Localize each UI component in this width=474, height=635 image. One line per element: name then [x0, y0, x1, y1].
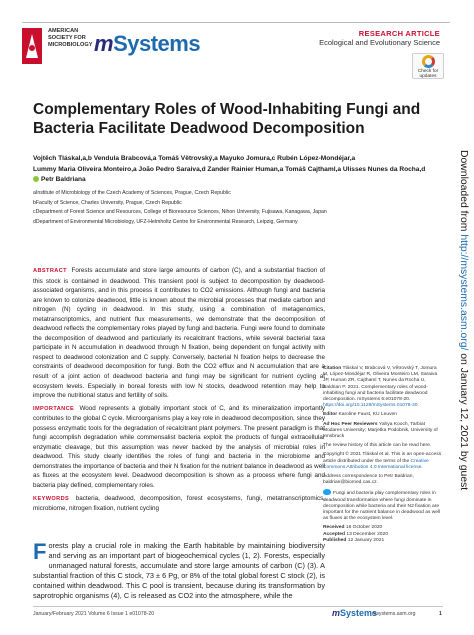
- journal-site-link[interactable]: msystems.asm.org: [372, 611, 416, 617]
- editor-label: Editor: [323, 412, 338, 418]
- published-value: 12 January 2021: [347, 537, 385, 543]
- copyright-text: Copyright © 2021 Tláskal et al. This is an open-access article distributed under the terms of the: [323, 452, 442, 464]
- review-history-note[interactable]: The review history of this article can be read here.: [323, 443, 432, 449]
- download-notice-text: [458, 150, 469, 490]
- affiliation: dDepartment of Environmental Microbiology, UFZ-Helmholtz Centre for Environmental Research, Leipzig, Germany: [33, 218, 298, 225]
- keywords-text: bacteria, deadwood, decomposition, forest ecosystems, fungi, metatranscriptomics, microbiome, nitrogen fixation, nutrient cycling: [33, 494, 326, 513]
- footer-logo-name: Systems: [340, 608, 378, 618]
- author-line: [33, 175, 433, 186]
- download-prefix: Downloaded from: [458, 150, 469, 235]
- affiliation: aInstitute of Microbiology of the Czech Academy of Sciences, Prague, Czech Republic: [33, 190, 231, 196]
- reviewers: [323, 422, 443, 441]
- author-list: [33, 154, 433, 186]
- abstract-section: [33, 266, 325, 514]
- abstract-text: Forests accumulate and store large amounts of carbon (C), and a substantial fraction of this stock is contained in deadwood. This transient pool is subject to decomposition by deadwood-associated organisms, and in this process it contributes to CO2 emissions. Although fungi and bacteria are known to colonize deadwood, little is known about the microbial processes that mediate carbon and nitrogen (N) cycling in deadwood. In this study, using a combination of metagenomics, metatranscriptomics, and nutrient flux measurements, we demonstrate that the decomposition of deadwood reflects the complementary roles played by fungi and bacteria. Fungi were found to dominate the decomposition of deadwood and particularly its recalcitrant fractions, while several bacterial taxa participate in N accumulation in deadwood through N fixation, being dependent on fungal activity with respect to deadwood colonization and C supply. Conversely, bacterial N fixation helps to decrease the constraints of deadwood decomposition for fungi. Both the CO2 efflux and N accumulation that are a result of a joint action of deadwood bacteria and fungi may be significant for nutrient cycling at ecosystem levels. Especially in boreal forests with low N stocks, deadwood retention may help to improve the nutritional status and fertility of soils.: [33, 267, 325, 400]
- society-line: SOCIETY FOR: [48, 35, 86, 41]
- author-line: Lummy Maria Oliveira Monteiro,a João Pedro Saraiva,d Zander Rainier Human,a Tomáš Cajthaml,a Ulisses Nunes da Rocha,d: [33, 165, 426, 173]
- twitter-icon[interactable]: [323, 489, 331, 495]
- accepted-value: 13 December 2020: [346, 531, 388, 537]
- editor: [323, 412, 443, 418]
- editor-name: Karoline Faust, KU Leuven: [338, 412, 397, 418]
- issue-info: January/February 2021 Volume 6 Issue 1 e01078-20: [33, 611, 155, 617]
- journal-logo-prefix: m: [94, 31, 114, 56]
- article-sidebar: [323, 366, 443, 544]
- journal-logo-name: Systems: [113, 31, 201, 56]
- article-title: Complementary Roles of Wood-Inhabiting Fungi and Bacteria Facilitate Deadwood Decomposition: [33, 101, 421, 137]
- society-line: AMERICAN: [48, 28, 79, 34]
- author-line: Vojtěch Tláskal,a,b Vendula Brabcová,a Tomáš Větrovský,a Mayuko Jomura,c Rubén López-Mondéjar,a: [33, 155, 356, 162]
- keywords-label: KEYWORDS: [33, 495, 70, 502]
- received-value: 16 October 2020: [345, 525, 383, 531]
- affiliation: bFaculty of Science, Charles University, Prague, Czech Republic: [33, 199, 182, 206]
- published-label: Published: [323, 537, 347, 543]
- article-section: Ecological and Evolutionary Science: [319, 38, 440, 47]
- journal-logo[interactable]: [94, 31, 200, 57]
- copyright: [323, 452, 443, 471]
- header-rule: [22, 22, 450, 23]
- footer-logo-prefix: m: [332, 608, 341, 618]
- crossmark-icon: [422, 55, 435, 68]
- correspondence: [323, 474, 443, 486]
- drop-cap: F: [33, 539, 47, 564]
- download-url-link[interactable]: http://msystems.asm.org/: [458, 234, 469, 351]
- body-paragraph: [33, 541, 325, 601]
- download-suffix: on January 12, 2021 by guest: [458, 350, 469, 491]
- affiliation-list: [33, 189, 413, 227]
- affiliation: cDepartment of Forest Science and Resources, College of Bioresource Sciences, Nihon University, Fujisawa, Kanagawa, Japan: [33, 209, 327, 216]
- keywords: [33, 494, 325, 514]
- reviewers-names: Yahya Kooch, Tarbiat Modares University; Marjetka Podobnik, University of Innsbruck: [323, 421, 438, 440]
- footer-journal-logo[interactable]: [332, 608, 377, 618]
- citation-text: Tláskal V, Brabcová V, Větrovský T, Jomura M, López-Mondéjar R, Oliveira Monteiro LM, Saraiva JP, Human ZR, Cajthaml T, Nunes da Rocha U, Baldrian P. 2021. Complementary roles of wood-inhabiting fungi and bacteria facilitate deadwood decomposition. mSystems 6:e01078-20.: [323, 366, 438, 403]
- asm-logo-icon: [22, 28, 42, 64]
- citation-label: Citation: [323, 366, 342, 371]
- accepted-label: Accepted: [323, 531, 346, 537]
- download-notice: [449, 150, 469, 620]
- body-text: orests play a crucial role in making the Earth habitable by maintaining biodiversity and serving as an important part of biogeochemical cycles (1, 2). Forests, especially unmanaged natural forests, accumulate and store large amounts of carbon (C) (3). A substantial fraction of this C stock, 73 ± 6 Pg, or 8% of the total global forest C stock (2), is contained within deadwood. This C pool is transient, because during its transformation by saprotrophic organisms (4), C is released as CO2 into the atmosphere, while the: [33, 541, 325, 600]
- reviewers-label: Ad Hoc Peer Reviewers: [323, 421, 378, 427]
- correspondence-email[interactable]: Petr Baldrian, baldrian@biomed.cas.cz.: [323, 474, 414, 486]
- page-number: 1: [439, 611, 442, 617]
- received-label: Received: [323, 525, 345, 531]
- check-for-updates-label: Check for updates: [417, 69, 439, 79]
- article-type: RESEARCH ARTICLE: [358, 29, 440, 38]
- abstract: [33, 266, 325, 401]
- tweet: [323, 489, 443, 522]
- importance: [33, 404, 325, 491]
- published-date: [323, 538, 443, 544]
- correspondence-label: Address correspondence to: [323, 474, 383, 480]
- tweet-text: Fungi and bacteria play complementary roles in deadwood transformation where fungi dominate in decomposition while bacteria and their N2 fixation are important for the nutrient balance in deadwood as well as fluxes at the ecosystem level.: [323, 491, 441, 522]
- citation: [323, 366, 443, 409]
- society-name: [48, 28, 94, 49]
- check-for-updates-button[interactable]: [412, 53, 444, 79]
- orcid-icon[interactable]: [33, 176, 39, 182]
- importance-text: Wood represents a globally important stock of C, and its mineralization importantly contributes to the global C cycle. Microorganisms play a key role in deadwood decomposition, since they possess enzymatic tools for the degradation of recalcitrant plant polymers. The present paradigm is that fungi accomplish degradation while commensalist bacteria exploit the products of fungal extracellular enzymatic cleavage, but this assumption was never backed by the analysis of microbial roles in deadwood. This study clearly identifies the roles of fungi and bacteria in the microbiome and demonstrates the importance of bacteria and their N fixation for the nutrient balance in deadwood as well as fluxes at the ecosystem level. Deadwood decomposition is shown as a process where fungi and bacteria play defined, complementary roles.: [33, 404, 325, 490]
- abstract-label: ABSTRACT: [33, 268, 67, 274]
- citation-doi-link[interactable]: https://doi.org/10.1128/mSystems.01078-20.: [323, 403, 419, 409]
- society-line: MICROBIOLOGY: [48, 42, 93, 48]
- page-header: [0, 0, 474, 79]
- license-link[interactable]: Creative Commons Attribution 4.0 International license.: [323, 458, 429, 470]
- author-name[interactable]: Petr Baldriana: [41, 176, 86, 183]
- importance-label: IMPORTANCE: [33, 405, 75, 412]
- footer-rule: [33, 606, 443, 607]
